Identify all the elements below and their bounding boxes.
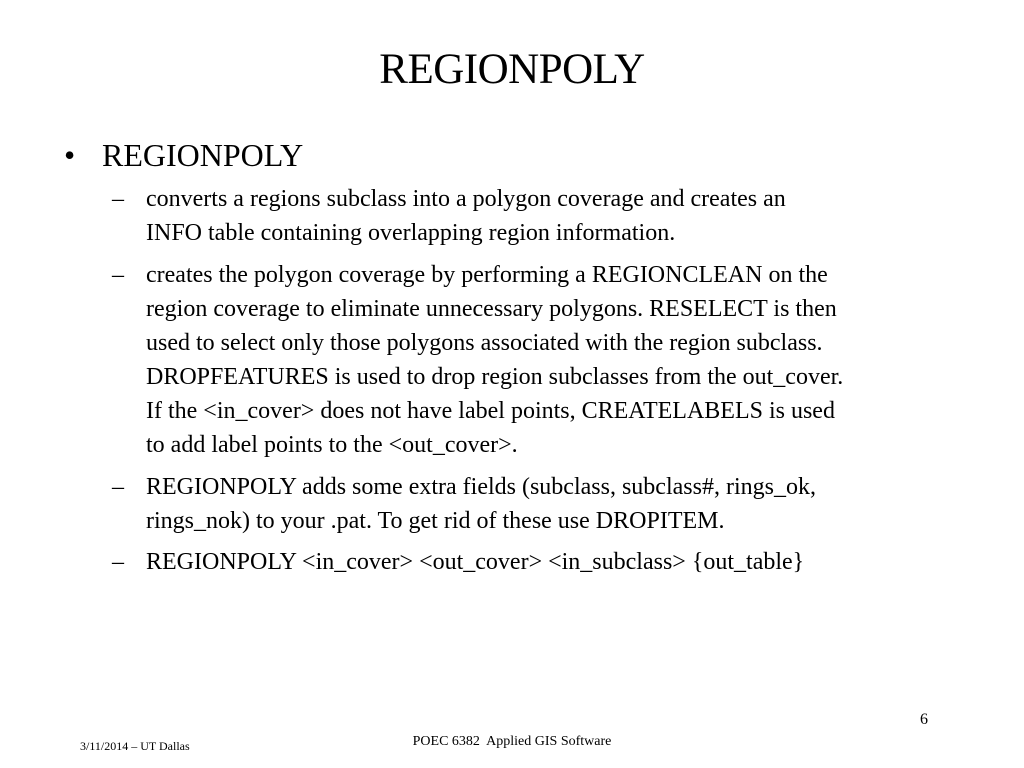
bullet-marker: • — [64, 137, 76, 173]
sub-item-text — [146, 545, 972, 579]
text-line: REGIONPOLY <in_cover> <out_cover> <in_subclass> {out_table} — [146, 549, 805, 575]
sub-item — [112, 545, 972, 579]
text-line: used to select only those polygons associated with the region subclass. — [146, 330, 823, 356]
text-line: REGIONPOLY adds some extra fields (subclass, subclass#, rings_ok, — [146, 474, 816, 500]
sub-item-text — [146, 258, 972, 462]
text-line: region coverage to eliminate unnecessary polygons. RESELECT is then — [146, 296, 837, 322]
footer-date: 3/11/2014 – UT Dallas — [80, 739, 190, 753]
sub-item-dash: – — [112, 186, 124, 212]
bullet-text: REGIONPOLY — [102, 137, 304, 173]
sub-item-text — [146, 470, 972, 538]
text-line: creates the polygon coverage by performing a REGIONCLEAN on the — [146, 262, 828, 288]
footer-course: POEC 6382 Applied GIS Software — [412, 734, 612, 749]
sub-item-dash: – — [112, 262, 124, 288]
sub-item — [112, 182, 972, 250]
text-line: If the <in_cover> does not have label points, CREATELABELS is used — [146, 398, 835, 424]
text-line: to add label points to the <out_cover>. — [146, 432, 518, 458]
sub-item-dash: – — [112, 474, 124, 500]
sub-item — [112, 258, 972, 462]
text-line: INFO table containing overlapping region information. — [146, 220, 676, 246]
text-line: DROPFEATURES is used to drop region subclasses from the out_cover. — [146, 364, 844, 390]
sub-item — [112, 470, 972, 538]
text-line: converts a regions subclass into a polygon coverage and creates an — [146, 186, 786, 212]
sub-item-text — [146, 182, 972, 250]
slide-title: REGIONPOLY — [379, 46, 645, 93]
text-line: rings_nok) to your .pat. To get rid of these use DROPITEM. — [146, 508, 725, 534]
sub-item-dash: – — [112, 549, 124, 575]
page-number: 6 — [920, 711, 928, 728]
